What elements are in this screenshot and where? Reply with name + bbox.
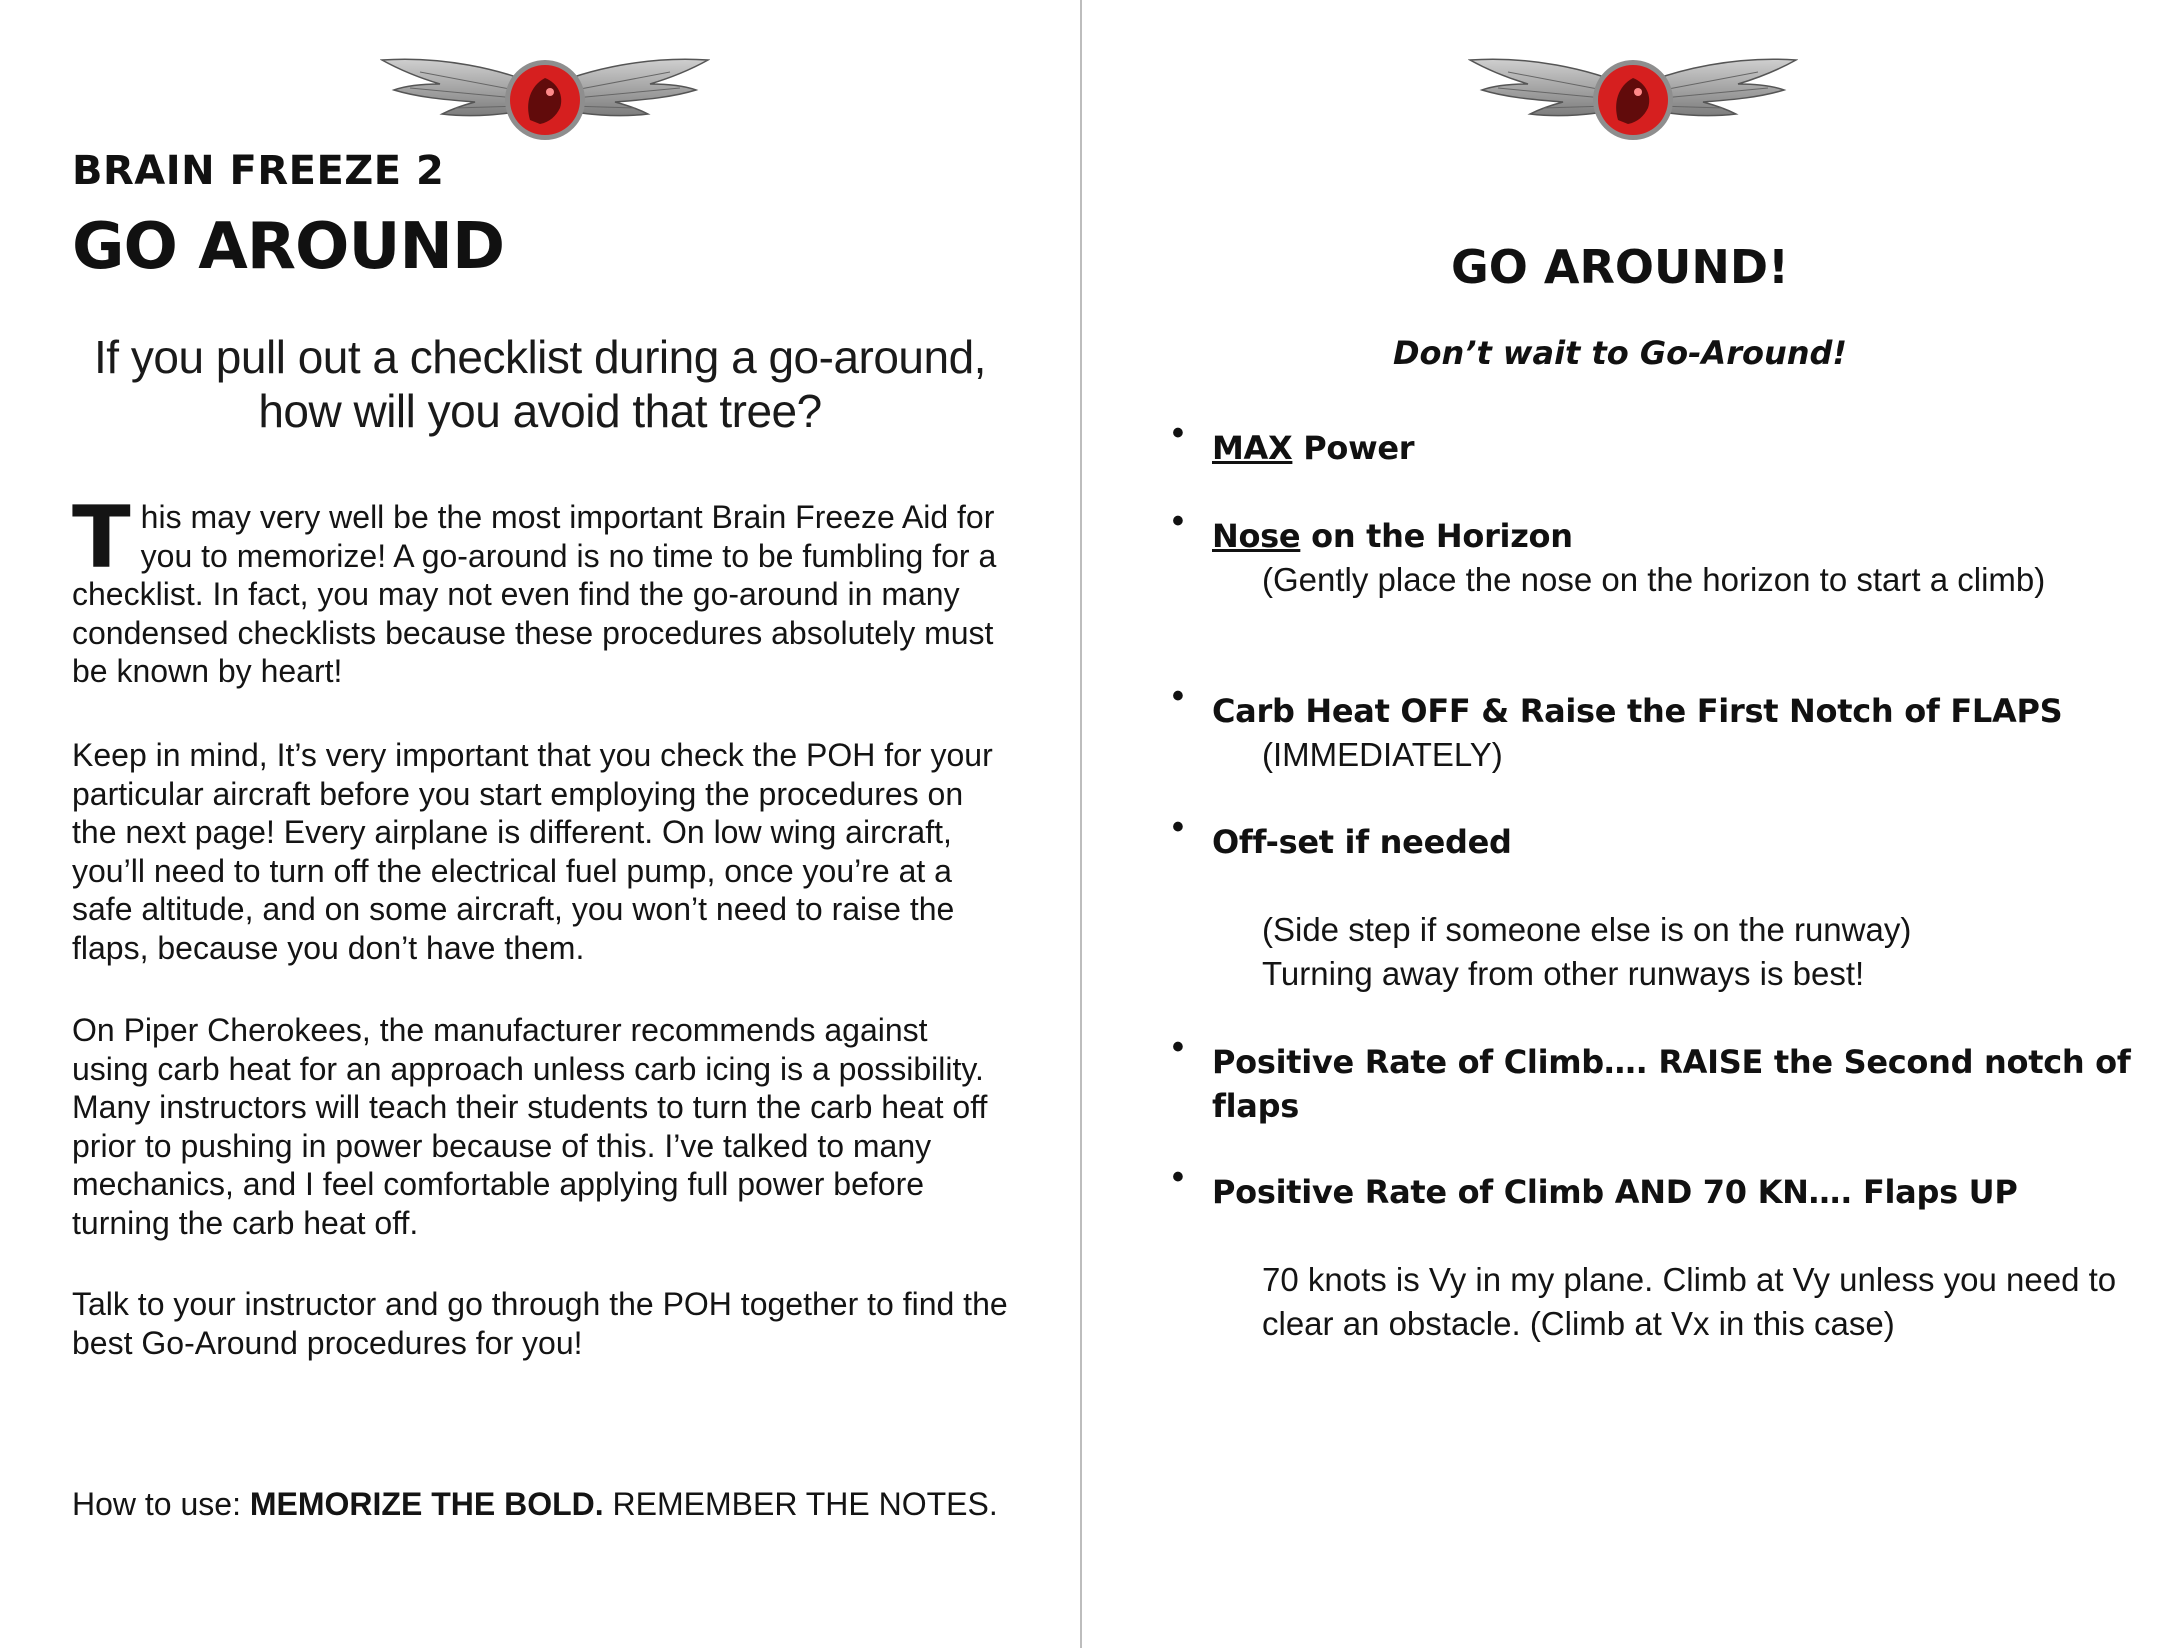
bullet-icon: • xyxy=(1172,677,1184,715)
checklist-item-carb-heat-flaps xyxy=(1172,677,2142,777)
item-heading xyxy=(1212,514,2142,558)
checklist-item-nose-horizon xyxy=(1172,502,2142,602)
item-heading-rest: Power xyxy=(1292,429,1415,467)
paragraph-3: On Piper Cherokees, the manufacturer recommends against using carb heat for an approach unless carb icing is a possibility. Many instructors will teach their students to turn the carb heat off prior to pushing in power because of this. I’ve talked to many mechanics, and I feel comfortable applying full power before turning the carb heat off. xyxy=(72,1012,988,1241)
how-to-prefix: How to use: xyxy=(72,1486,250,1522)
item-heading: Positive Rate of Climb…. RAISE the Second notch of flaps xyxy=(1212,1043,2131,1125)
paragraph-2: Keep in mind, It’s very important that you check the POH for your particular aircraft before you start employing the procedures on the next page! Every airplane is different. On low wing aircraft, you’ll need to turn off the electrical fuel pump, once you’re at a safe altitude, and on some aircraft, you won’t need to raise the flaps, because you don’t have them. xyxy=(72,737,993,966)
bullet-icon: • xyxy=(1172,414,1184,452)
how-to-bold: MEMORIZE THE BOLD. xyxy=(249,1486,604,1522)
item-note: 70 knots is Vy in my plane. Climb at Vy unless you need to clear an obstacle. (Climb at Vx in this case) xyxy=(1262,1261,2117,1342)
item-note: (Gently place the nose on the horizon to start a climb) xyxy=(1262,561,2046,598)
series-label: BRAIN FREEZE 2 xyxy=(72,148,445,194)
checklist-item-max-power xyxy=(1172,414,2142,470)
item-heading: Carb Heat OFF & Raise the First Notch of FLAPS xyxy=(1212,692,2063,730)
checklist-item-offset xyxy=(1172,808,2142,996)
bullet-icon: • xyxy=(1172,502,1184,540)
item-heading xyxy=(1212,426,2142,470)
subtitle xyxy=(60,330,1020,438)
how-to-suffix: REMEMBER THE NOTES. xyxy=(603,1486,998,1522)
checklist-item-second-notch xyxy=(1172,1028,2142,1128)
how-to-use xyxy=(72,1485,1012,1524)
paragraph-4: Talk to your instructor and go through the POH together to find the best Go-Around procedures for you! xyxy=(72,1286,1008,1361)
item-underlined: Nose xyxy=(1212,517,1301,555)
subtitle-line-1: If you pull out a checklist during a go-around, xyxy=(94,331,986,383)
subtitle-line-2: how will you avoid that tree? xyxy=(258,385,822,437)
item-note-line-1: (Side step if someone else is on the runway) xyxy=(1262,911,1912,948)
pilot-wings-logo-icon xyxy=(1468,48,1798,148)
right-page xyxy=(1082,0,2158,1648)
bullet-icon: • xyxy=(1172,1158,1184,1196)
paragraph-1 xyxy=(72,488,1012,691)
item-heading: Positive Rate of Climb AND 70 KN…. Flaps UP xyxy=(1212,1173,2018,1211)
checklist-title: GO AROUND! xyxy=(1450,240,1789,294)
item-note: (IMMEDIATELY) xyxy=(1262,736,1503,773)
item-note-line-2: Turning away from other runways is best! xyxy=(1262,955,1865,992)
bullet-icon: • xyxy=(1172,808,1184,846)
page-title: GO AROUND xyxy=(72,210,505,284)
item-underlined: MAX xyxy=(1212,429,1293,467)
item-heading: Off-set if needed xyxy=(1212,823,1512,861)
checklist-item-flaps-up xyxy=(1172,1158,2142,1346)
drop-cap: T xyxy=(72,488,131,588)
item-note xyxy=(1262,908,2142,996)
item-heading-rest: on the Horizon xyxy=(1300,517,1573,555)
bullet-icon: • xyxy=(1172,1028,1184,1066)
pilot-wings-logo-icon xyxy=(380,48,710,148)
paragraph-1-text: his may very well be the most important Brain Freeze Aid for you to memorize! A go-around is no time to be fumbling for a checklist. In fact, you may not even find the go-around in many condensed checklists because these procedures absolutely must be known by heart! xyxy=(72,499,997,689)
checklist-subtitle: Don’t wait to Go-Around! xyxy=(1392,334,1848,372)
